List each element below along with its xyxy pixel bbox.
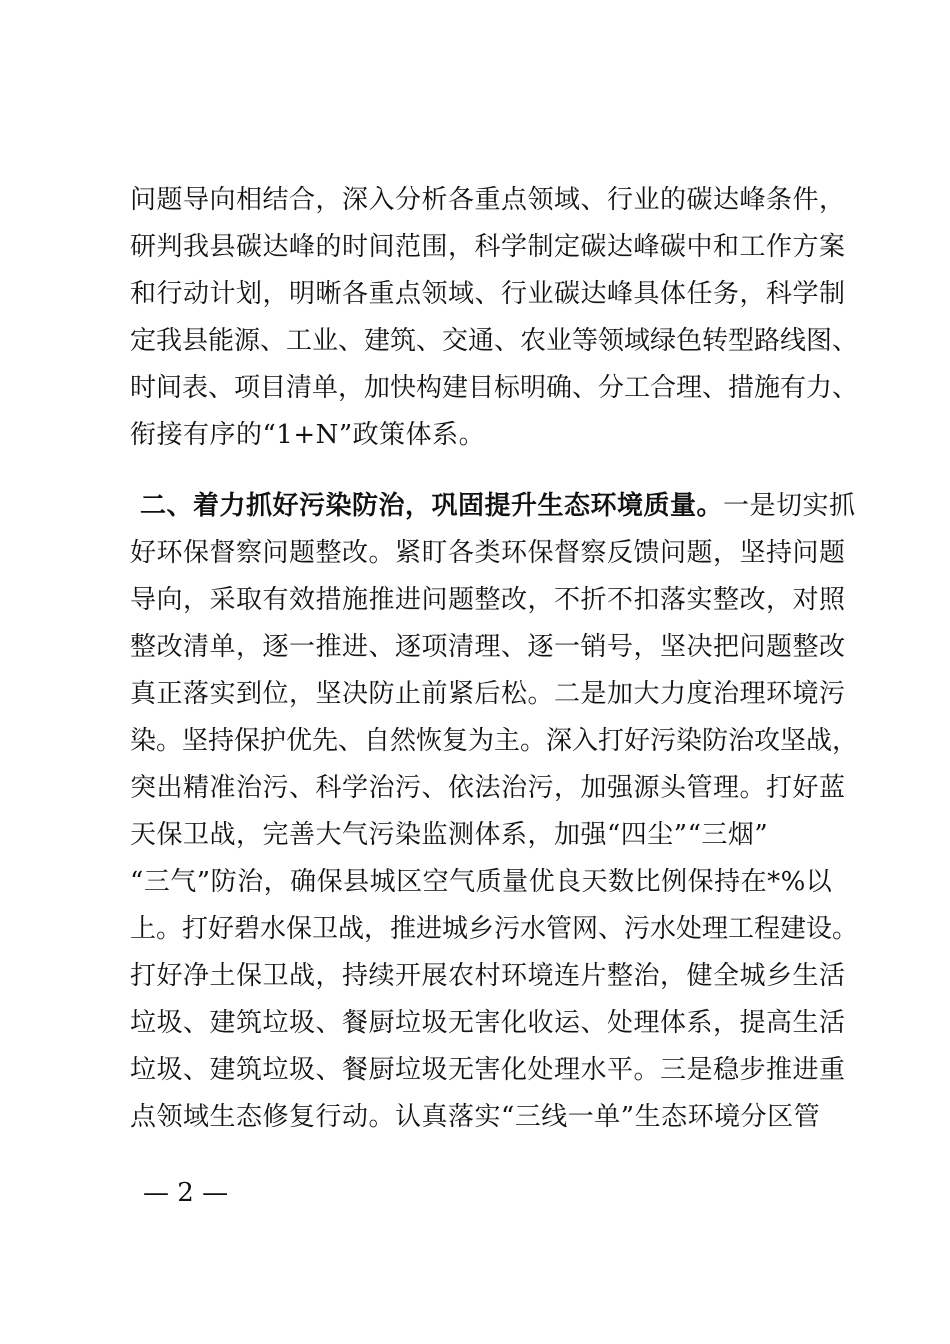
text-line: 好环保督察问题整改。紧盯各类环保督察反馈问题，坚持问题 [130,538,846,568]
text-line: 点领域生态修复行动。认真落实“三线一单”生态环境分区管 [130,1102,821,1132]
text-line: 研判我县碳达峰的时间范围，科学制定碳达峰碳中和工作方案 [130,232,846,262]
text-line: 问题导向相结合，深入分析各重点领域、行业的碳达峰条件， [130,185,846,215]
text-line: 定我县能源、工业、建筑、交通、农业等领域绿色转型路线图、 [130,326,859,356]
text-line: 垃圾、建筑垃圾、餐厨垃圾无害化收运、处理体系，提高生活 [130,1008,846,1038]
text-line: 整改清单，逐一推进、逐项清理、逐一销号，坚决把问题整改 [130,632,846,662]
text-line: 真正落实到位，坚决防止前紧后松。二是加大力度治理环境污 [130,679,846,709]
text-line: 衔接有序的“1+N”政策体系。 [130,420,486,450]
text-line: 时间表、项目清单，加快构建目标明确、分工合理、措施有力、 [130,373,859,403]
text-line: 垃圾、建筑垃圾、餐厨垃圾无害化处理水平。三是稳步推进重 [130,1055,846,1085]
text-line: “三气”防治，确保县城区空气质量优良天数比例保持在*%以 [130,867,833,897]
text-line: 上。打好碧水保卫战，推进城乡污水管网、污水处理工程建设。 [130,914,859,944]
section-heading: 二、着力抓好污染防治，巩固提升生态环境质量。 [140,491,724,521]
text-line: 打好净土保卫战，持续开展农村环境连片整治，健全城乡生活 [130,961,846,991]
text-line: 染。坚持保护优先、自然恢复为主。深入打好污染防治攻坚战， [130,726,859,756]
section-heading-line [140,490,856,522]
text-line: 天保卫战，完善大气污染监测体系，加强“四尘”“三烟” [130,820,769,850]
heading-line-rest: 一是切实抓 [723,491,856,521]
text-line: 突出精准治污、科学治污、依法治污，加强源头管理。打好蓝 [130,773,846,803]
text-line: 和行动计划，明晰各重点领域、行业碳达峰具体任务，科学制 [130,279,846,309]
text-line: 导向，采取有效措施推进问题整改，不折不扣落实整改，对照 [130,585,846,615]
page-number: — 2 — [143,1178,229,1208]
